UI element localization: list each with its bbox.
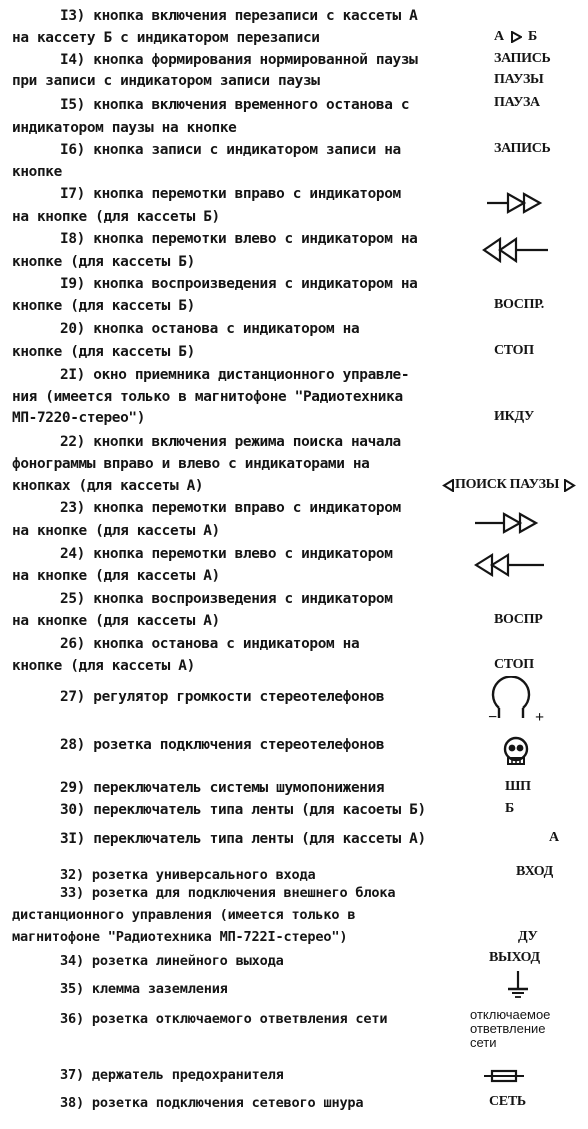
text-line: ния (имеется только в магнитофоне "Радиотехника [12, 389, 403, 405]
headphone-jack-icon [499, 735, 533, 769]
text-line: кнопке [12, 164, 62, 180]
text-line: на кнопке (для кассеты А) [12, 568, 220, 584]
text-line: I5) кнопка включения временного останова с [60, 97, 410, 113]
text-line: 38) розетка подключения сетевого шнура [60, 1095, 364, 1111]
text-line: дистанционного управления (имеется только в [12, 907, 356, 923]
pause-record-label: ПАУЗЫ [494, 72, 544, 87]
text-line: на кассету Б с индикатором перезаписи [12, 30, 320, 46]
text-line: I4) кнопка формирования нормированной паузы [60, 52, 418, 68]
ground-icon [506, 970, 530, 1000]
text-line: на кнопке (для кассеты Б) [12, 209, 220, 225]
text-line: I6) кнопка записи с индикатором записи на [60, 142, 401, 158]
text-line: 34) розетка линейного выхода [60, 953, 284, 969]
mains-label: СЕТЬ [489, 1094, 526, 1109]
search-label: ПОИСК ПАУЗЫ [455, 477, 560, 492]
text-line: 30) переключатель типа ленты (для касоеты Б) [60, 802, 426, 818]
outlet-label: отключаемое [470, 1007, 551, 1022]
arrow-right-icon [510, 31, 522, 43]
text-line: на кнопке (для кассеты А) [12, 523, 220, 539]
text-line: 25) кнопка воспроизведения с индикатором [60, 591, 393, 607]
text-line: при записи с индикатором записи паузы [12, 73, 320, 89]
text-line: 23) кнопка перемотки вправо с индикатором [60, 500, 401, 516]
tape-type-a-label: А [549, 830, 559, 845]
text-line: I9) кнопка воспроизведения с индикатором на [60, 276, 418, 292]
text-line: 35) клемма заземления [60, 981, 228, 997]
text-line: I7) кнопка перемотки вправо с индикатором [60, 186, 401, 202]
pause-record-label: ЗАПИСЬ [494, 51, 551, 66]
fast-forward-icon [474, 511, 544, 535]
text-line: I3) кнопка включения перезаписи с кассеты А [60, 8, 418, 24]
line-output-label: ВЫХОД [489, 950, 540, 965]
text-line: 24) кнопка перемотки влево с индикатором [60, 546, 393, 562]
text-line: индикатором паузы на кнопке [12, 120, 237, 136]
rewind-icon [474, 552, 548, 578]
fast-forward-icon [486, 191, 552, 215]
text-line: магнитофоне "Радиотехника МП-722I-стерео") [12, 929, 348, 945]
remote-receiver-label: ИКДУ [494, 409, 534, 424]
rewind-icon [482, 236, 552, 264]
text-line: 29) переключатель системы шумопонижения [60, 780, 385, 796]
play-label: ВОСПР [494, 612, 543, 627]
play-label: ВОСПР. [494, 297, 544, 312]
input-label: ВХОД [516, 864, 554, 879]
text-line: кнопке (для кассеты Б) [12, 298, 195, 314]
text-line: 20) кнопка останова с индикатором на [60, 321, 360, 337]
pause-label: ПАУЗА [494, 95, 540, 110]
volume-plus-label: + [535, 709, 544, 726]
text-line: МП-7220-стерео") [12, 410, 146, 426]
text-line: кнопке (для кассеты Б) [12, 344, 195, 360]
tape-type-b-label: Б [505, 801, 514, 816]
dub-label-b: Б [528, 29, 537, 44]
noise-reduction-label: ШП [505, 779, 531, 794]
search-left-icon [442, 479, 454, 492]
text-line: 32) розетка универсального входа [60, 867, 316, 883]
text-line: фонограммы вправо и влево с индикаторами на [12, 456, 370, 472]
text-line: 33) розетка для подключения внешнего блока [60, 885, 396, 901]
search-right-icon [564, 479, 576, 492]
text-line: 28) розетка подключения стереотелефонов [60, 737, 385, 753]
text-line: кнопке (для кассеты Б) [12, 254, 195, 270]
stop-label: СТОП [494, 657, 534, 672]
fuse-icon [483, 1068, 525, 1084]
text-line: 3I) переключатель типа ленты (для кассеты А) [60, 831, 426, 847]
outlet-label: сети [470, 1035, 497, 1050]
text-line: кнопках (для кассеты А) [12, 478, 204, 494]
record-label: ЗАПИСЬ [494, 141, 551, 156]
remote-control-label: ДУ [518, 929, 538, 944]
outlet-label: ответвление [470, 1021, 546, 1036]
stop-label: СТОП [494, 343, 534, 358]
text-line: I8) кнопка перемотки влево с индикатором на [60, 231, 418, 247]
text-line: 27) регулятор громкости стереотелефонов [60, 689, 385, 705]
text-line: 22) кнопки включения режима поиска начала [60, 434, 401, 450]
text-line: 2I) окно приемника дистанционного управле- [60, 367, 410, 383]
text-line: на кнопке (для кассеты А) [12, 613, 220, 629]
text-line: кнопке (для кассеты А) [12, 658, 195, 674]
text-line: 36) розетка отключаемого ответвления сети [60, 1011, 388, 1027]
text-line: 26) кнопка останова с индикатором на [60, 636, 360, 652]
volume-minus-label: − [488, 709, 497, 726]
dub-label-a: А [494, 29, 504, 44]
text-line: 37) держатель предохранителя [60, 1067, 284, 1083]
